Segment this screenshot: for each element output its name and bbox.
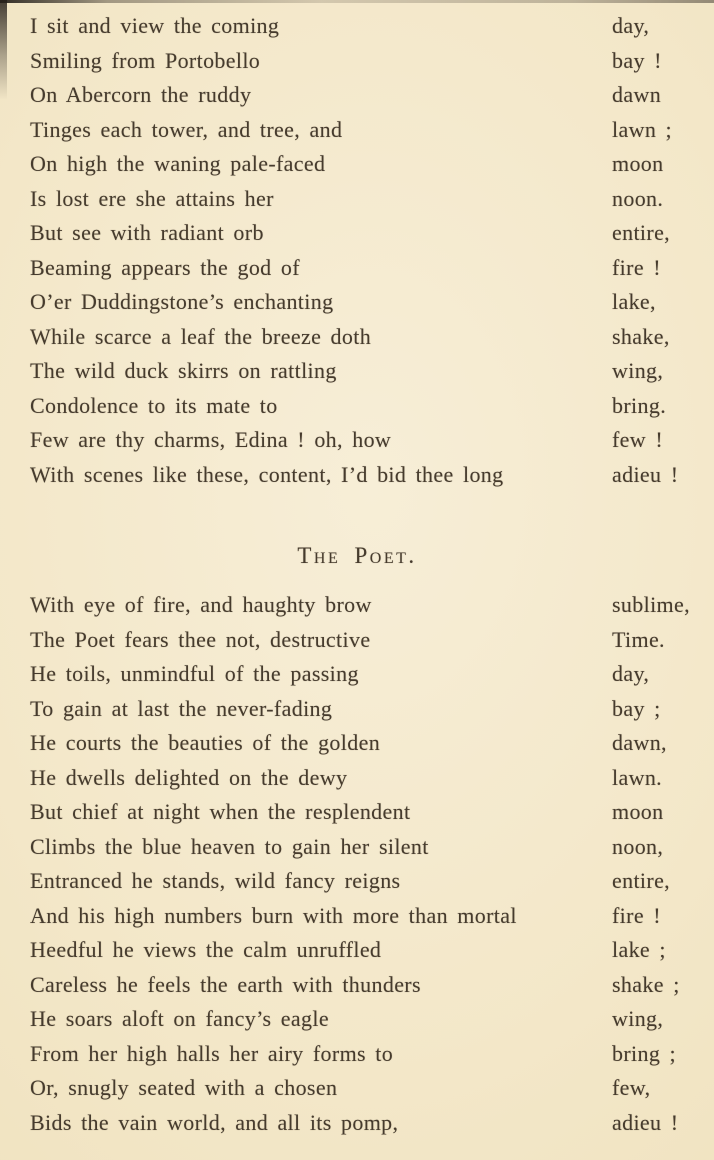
poem-line-text: With scenes like these, content, I’d bid thee long xyxy=(30,461,504,487)
poem-line-endword: moon xyxy=(612,799,664,824)
section-heading: The Poet. xyxy=(297,543,417,568)
poem-line xyxy=(30,761,710,796)
poem-line-text: Condolence to its mate to xyxy=(30,392,278,418)
poem-line-text: O’er Duddingstone’s enchanting xyxy=(30,289,334,314)
poem-line-endword: day, xyxy=(612,661,650,686)
poem-line xyxy=(30,320,710,355)
poem-line-endword: lawn. xyxy=(612,764,663,790)
poem-line-endword: entire, xyxy=(612,220,671,245)
poem-line-text: On Abercorn the ruddy xyxy=(30,82,252,107)
poem-line-text: Few are thy charms, Edina ! oh, how xyxy=(30,427,392,452)
poem-line xyxy=(30,1002,710,1037)
poem-line xyxy=(30,354,710,389)
poem-line xyxy=(30,1037,710,1072)
poem-line xyxy=(30,1106,710,1141)
poem-line xyxy=(30,657,710,692)
poem-line xyxy=(30,1071,710,1106)
poem-line xyxy=(30,147,710,182)
poem-line-endword: adieu ! xyxy=(612,461,679,487)
stanza-the-poet xyxy=(0,588,714,1140)
poem-line-endword: lake, xyxy=(612,289,656,314)
poem-line xyxy=(30,182,710,217)
poem-line-endword: day, xyxy=(612,13,650,38)
poem-line-text: He courts the beauties of the golden xyxy=(30,730,381,755)
poem-line-endword: lake ; xyxy=(612,937,666,962)
poem-line xyxy=(30,216,710,251)
poem-line xyxy=(30,458,710,493)
poem-line-endword: lawn ; xyxy=(612,116,672,142)
poem-line-endword: noon. xyxy=(612,185,664,211)
poem-line-text: The wild duck skirrs on rattling xyxy=(30,358,337,383)
poem-line-text: Climbs the blue heaven to gain her silent xyxy=(30,833,429,859)
poem-line xyxy=(30,44,710,79)
stanza-edina xyxy=(0,0,714,492)
poem-line-text: With eye of fire, and haughty brow xyxy=(30,592,372,617)
poem-line xyxy=(30,899,710,934)
poem-line-endword: entire, xyxy=(612,868,671,893)
poem-line-text: From her high halls her airy forms to xyxy=(30,1040,394,1066)
poem-line-endword: bay ! xyxy=(612,47,662,73)
poem-line-text: Or, snugly seated with a chosen xyxy=(30,1075,338,1100)
poem-line-text: I sit and view the coming xyxy=(30,13,280,38)
poem-line-endword: shake, xyxy=(612,323,670,349)
poem-line-text: While scarce a leaf the breeze doth xyxy=(30,323,372,349)
poem-line xyxy=(30,423,710,458)
poem-line xyxy=(30,9,710,44)
poem-line-endword: few ! xyxy=(612,427,664,452)
poem-line xyxy=(30,830,710,865)
poem-line-endword: moon xyxy=(612,151,664,176)
poem-line-text: Bids the vain world, and all its pomp, xyxy=(30,1109,399,1135)
poem-line-text: He toils, unmindful of the passing xyxy=(30,661,359,686)
poem-line-endword: bring ; xyxy=(612,1040,677,1066)
poem-line-text: On high the waning pale-faced xyxy=(30,151,326,176)
poem-line-endword: sublime, xyxy=(612,592,690,617)
poem-line xyxy=(30,933,710,968)
poem-line xyxy=(30,864,710,899)
poem-line xyxy=(30,285,710,320)
poem-line-text: Careless he feels the earth with thunders xyxy=(30,971,421,997)
poem-line xyxy=(30,726,710,761)
poem-line xyxy=(30,251,710,286)
poem-line-text: He soars aloft on fancy’s eagle xyxy=(30,1006,329,1031)
poem-line-endword: fire ! xyxy=(612,254,661,280)
poem-line-text: But see with radiant orb xyxy=(30,220,264,245)
poem-line-text: Is lost ere she attains her xyxy=(30,185,274,211)
poem-line xyxy=(30,623,710,658)
poem-line-endword: bring. xyxy=(612,392,667,418)
poem-line-endword: dawn xyxy=(612,82,662,107)
poem-line-text: Tinges each tower, and tree, and xyxy=(30,116,343,142)
poem-line-endword: Time. xyxy=(612,626,665,652)
poem-line-text: But chief at night when the resplendent xyxy=(30,799,411,824)
poem-line-text: Beaming appears the god of xyxy=(30,254,300,280)
poem-line xyxy=(30,78,710,113)
poem-line-text: To gain at last the never-fading xyxy=(30,695,333,721)
poem-line-text: He dwells delighted on the dewy xyxy=(30,764,348,790)
poem-line-text: The Poet fears thee not, destructive xyxy=(30,626,371,652)
poem-line xyxy=(30,588,710,623)
poem-line-endword: few, xyxy=(612,1075,651,1100)
poem-line-endword: fire ! xyxy=(612,902,661,928)
poem-line-endword: adieu ! xyxy=(612,1109,679,1135)
poem-line-text: Smiling from Portobello xyxy=(30,47,261,73)
poem-line-endword: wing, xyxy=(612,1006,664,1031)
poem-line-text: And his high numbers burn with more than mortal xyxy=(30,902,517,928)
poem-line-endword: shake ; xyxy=(612,971,680,997)
poem-line-endword: bay ; xyxy=(612,695,661,721)
poem-line-endword: dawn, xyxy=(612,730,667,755)
poem-line xyxy=(30,692,710,727)
poem-line-endword: noon, xyxy=(612,833,664,859)
poem-line xyxy=(30,113,710,148)
poem-line xyxy=(30,968,710,1003)
poem-line xyxy=(30,795,710,830)
poem-line-text: Entranced he stands, wild fancy reigns xyxy=(30,868,401,893)
poem-line xyxy=(30,389,710,424)
poem-line-endword: wing, xyxy=(612,358,664,383)
poem-line-text: Heedful he views the calm unruffled xyxy=(30,937,382,962)
